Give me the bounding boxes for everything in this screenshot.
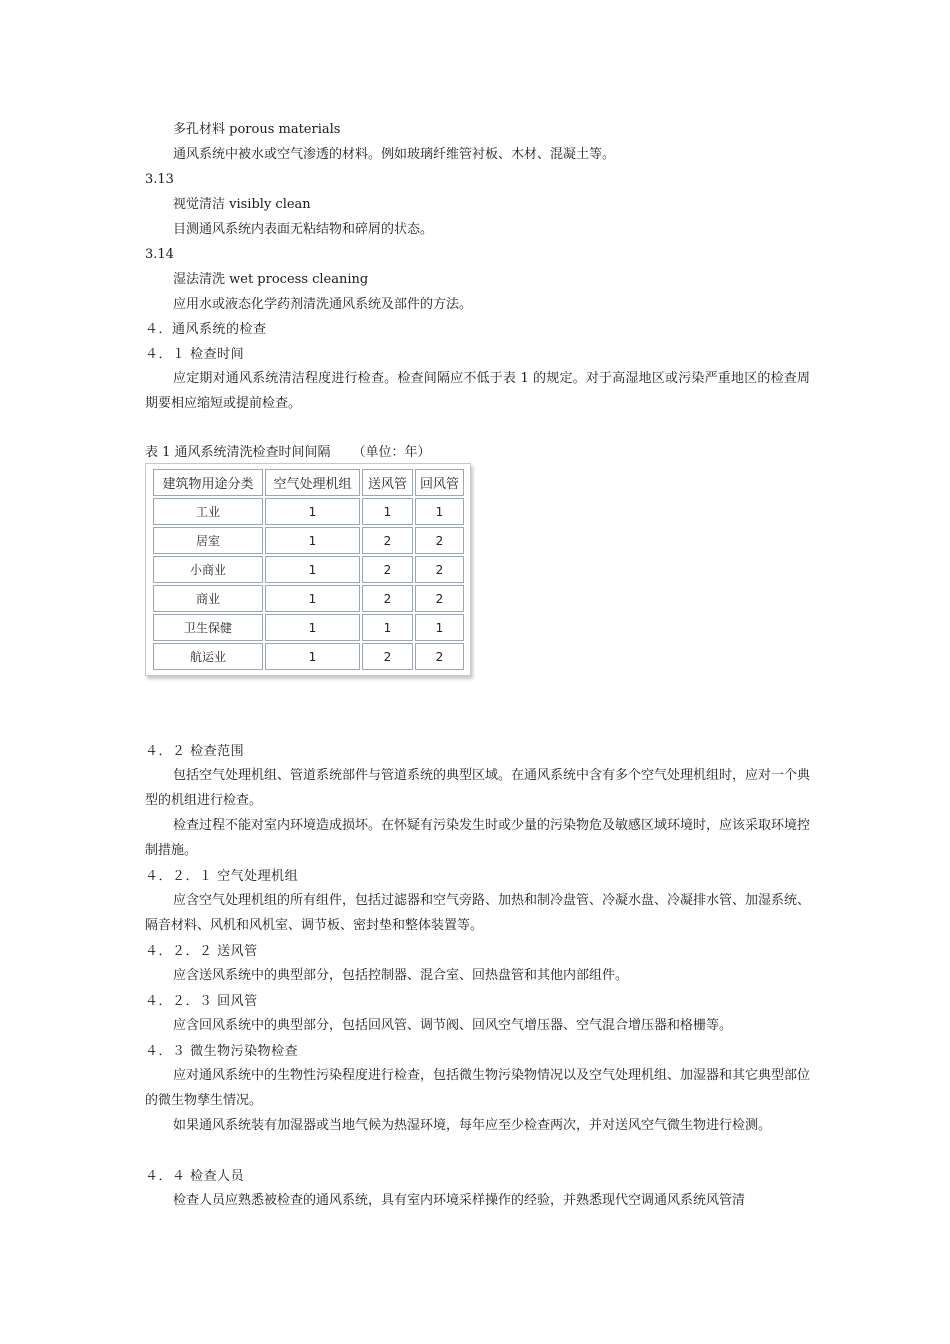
cell-supply-duct: 1 xyxy=(362,614,413,641)
section-heading-4-1: ４．１ 检查时间 xyxy=(145,347,245,362)
paragraph-4-1 xyxy=(145,366,810,416)
table-row xyxy=(153,527,464,554)
paragraph-4-2-2-text: 应含送风系统中的典型部分，包括控制器、混合室、回热盘管和其他内部组件。 xyxy=(173,968,629,983)
section-heading-4-4: ４．４ 检查人员 xyxy=(145,1169,245,1184)
paragraph-4-2-b-text: 检查过程不能对室内环境造成损坏。在怀疑有污染发生时或少量的污染物危及敏感区域环境时，应该采取环境控制措施。 xyxy=(145,818,811,858)
section-heading-4-2-3: ４．２．３ 回风管 xyxy=(145,994,258,1009)
cell-building-use: 航运业 xyxy=(153,643,263,670)
paragraph-4-2-a-text: 包括空气处理机组、管道系统部件与管道系统的典型区域。在通风系统中含有多个空气处理机组时，应对一个典型的机组进行检查。 xyxy=(145,768,811,808)
paragraph-4-2-a xyxy=(145,763,810,813)
cell-building-use: 商业 xyxy=(153,585,263,612)
paragraph-4-2-3 xyxy=(145,1013,810,1038)
cell-air-handling-unit: 1 xyxy=(265,614,360,641)
clause-number-3-13: 3.13 xyxy=(145,172,174,187)
clause-number-3-14: 3.14 xyxy=(145,247,174,262)
term-visibly-clean: 视觉清洁 visibly clean xyxy=(173,197,311,212)
header-building-use: 建筑物用途分类 xyxy=(153,469,263,496)
cell-return-duct: 2 xyxy=(415,556,464,583)
definition-wet-process-cleaning: 应用水或液态化学药剂清洗通风系统及部件的方法。 xyxy=(173,297,473,312)
cell-supply-duct: 2 xyxy=(362,643,413,670)
section-heading-4-2: ４．２ 检查范围 xyxy=(145,744,245,759)
paragraph-4-2-1 xyxy=(145,888,810,938)
table-caption-unit: （单位：年） xyxy=(352,445,431,460)
cell-return-duct: 2 xyxy=(415,585,464,612)
section-heading-4-2-2: ４．２．２ 送风管 xyxy=(145,944,258,959)
term-porous-materials: 多孔材料 porous materials xyxy=(173,122,341,137)
term-wet-process-cleaning: 湿法清洗 wet process cleaning xyxy=(173,272,369,287)
paragraph-4-3-b-text: 如果通风系统装有加湿器或当地气候为热湿环境，每年应至少检查两次，并对送风空气微生物进行检测。 xyxy=(173,1118,772,1133)
paragraph-4-4-text: 检查人员应熟悉被检查的通风系统，具有室内环境采样操作的经验，并熟悉现代空调通风系统风管清 xyxy=(173,1193,746,1208)
definition-porous-materials: 通风系统中被水或空气渗透的材料。例如玻璃纤维管衬板、木材、混凝土等。 xyxy=(173,147,616,162)
table-row xyxy=(153,585,464,612)
paragraph-4-2-2 xyxy=(145,963,810,988)
section-heading-4-3: ４．３ 微生物污染物检查 xyxy=(145,1044,299,1059)
cell-air-handling-unit: 1 xyxy=(265,643,360,670)
table-row xyxy=(153,643,464,670)
table-row xyxy=(153,614,464,641)
cell-building-use: 卫生保健 xyxy=(153,614,263,641)
inspection-interval-table xyxy=(145,463,471,676)
cell-return-duct: 1 xyxy=(415,614,464,641)
paragraph-4-2-b xyxy=(145,813,810,863)
table-header-row xyxy=(153,469,464,496)
table-row xyxy=(153,556,464,583)
cell-air-handling-unit: 1 xyxy=(265,527,360,554)
section-heading-4: ４．通风系统的检查 xyxy=(145,322,267,337)
table-row xyxy=(153,498,464,525)
section-heading-4-2-1: ４．２．１ 空气处理机组 xyxy=(145,869,299,884)
cell-supply-duct: 2 xyxy=(362,585,413,612)
cell-return-duct: 1 xyxy=(415,498,464,525)
table-caption xyxy=(145,444,431,462)
cell-air-handling-unit: 1 xyxy=(265,585,360,612)
cell-supply-duct: 2 xyxy=(362,556,413,583)
table-caption-title: 表 1 通风系统清洗检查时间间隔 xyxy=(145,445,331,460)
paragraph-4-2-3-text: 应含回风系统中的典型部分，包括回风管、调节阀、回风空气增压器、空气混合增压器和格栅等。 xyxy=(173,1018,733,1033)
cell-air-handling-unit: 1 xyxy=(265,498,360,525)
paragraph-4-3-a xyxy=(145,1063,810,1113)
definition-visibly-clean: 目测通风系统内表面无粘结物和碎屑的状态。 xyxy=(173,222,434,237)
header-return-duct: 回风管 xyxy=(415,469,464,496)
paragraph-4-3-b xyxy=(145,1113,810,1138)
cell-return-duct: 2 xyxy=(415,527,464,554)
cell-building-use: 工业 xyxy=(153,498,263,525)
paragraph-4-1-text: 应定期对通风系统清洁程度进行检查。检查间隔应不低于表 1 的规定。对于高湿地区或污染严重地区的检查周期要相应缩短或提前检查。 xyxy=(145,371,810,411)
header-supply-duct: 送风管 xyxy=(362,469,413,496)
cell-supply-duct: 2 xyxy=(362,527,413,554)
paragraph-4-4 xyxy=(145,1188,810,1213)
paragraph-4-3-a-text: 应对通风系统中的生物性污染程度进行检查，包括微生物污染物情况以及空气处理机组、加湿器和其它典型部位的微生物孳生情况。 xyxy=(145,1068,811,1108)
cell-return-duct: 2 xyxy=(415,643,464,670)
cell-building-use: 小商业 xyxy=(153,556,263,583)
cell-supply-duct: 1 xyxy=(362,498,413,525)
cell-air-handling-unit: 1 xyxy=(265,556,360,583)
paragraph-4-2-1-text: 应含空气处理机组的所有组件，包括过滤器和空气旁路、加热和制冷盘管、冷凝水盘、冷凝排水管、加湿系统、隔音材料、风机和风机室、调节板、密封垫和整体装置等。 xyxy=(145,893,811,933)
header-air-handling-unit: 空气处理机组 xyxy=(265,469,360,496)
cell-building-use: 居室 xyxy=(153,527,263,554)
